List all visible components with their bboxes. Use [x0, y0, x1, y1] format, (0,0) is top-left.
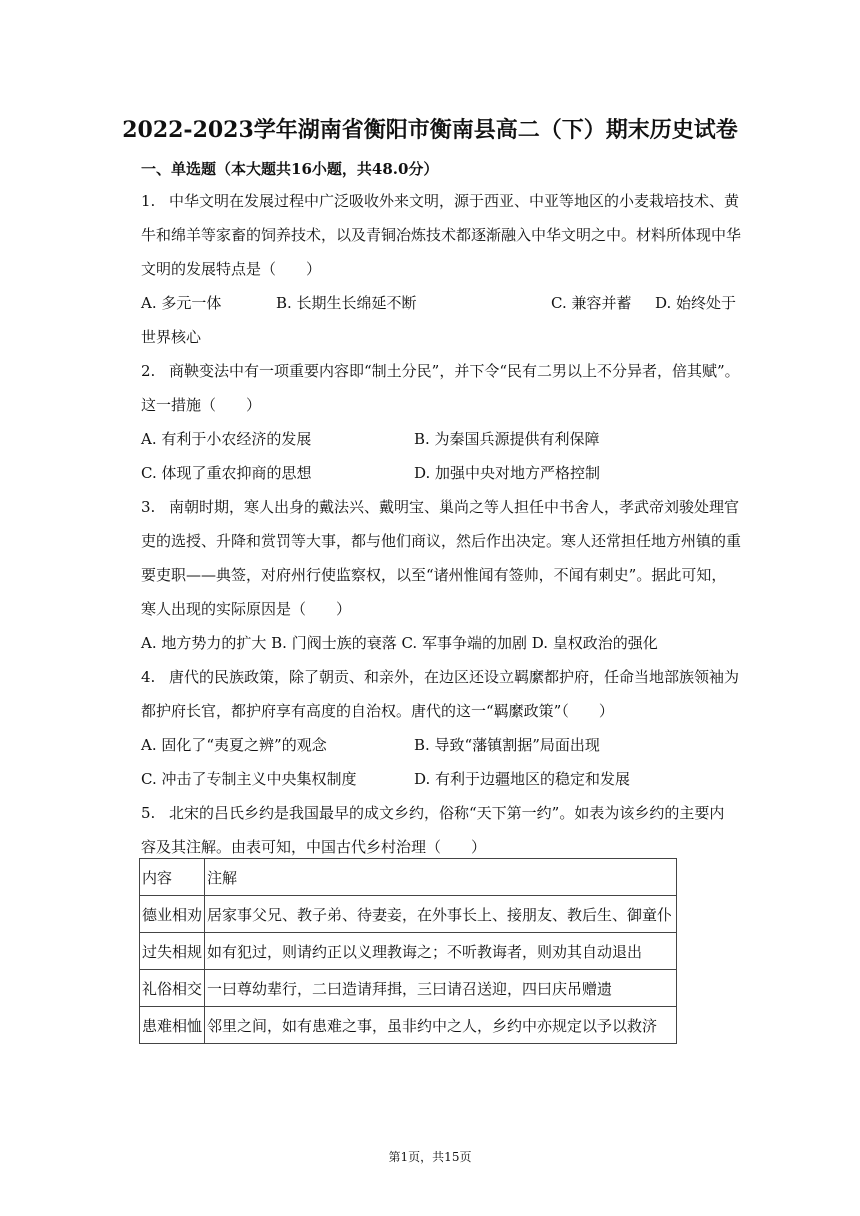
- question-4-option-c: C. 冲击了专制主义中央集权制度: [141, 770, 357, 788]
- page-footer: 第1页，共15页: [388, 1150, 472, 1164]
- rules-table: [139, 858, 677, 1044]
- table-cell: 邻里之间，如有患难之事，虽非约中之人，乡约中亦规定以予以救济: [205, 1007, 677, 1044]
- question-2-option-d: D. 加强中央对地方严格控制: [414, 464, 601, 482]
- question-1-option-d-continued: 世界核心: [141, 328, 202, 346]
- table-cell: 一曰尊幼辈行，二曰造请拜揖，三曰请召送迎，四曰庆吊赠遗: [205, 970, 677, 1007]
- question-1-line-3: 文明的发展特点是（ ）: [141, 260, 322, 278]
- table-header-row: [140, 859, 677, 896]
- question-3-number: 3.: [141, 498, 156, 516]
- table-cell: 礼俗相交: [140, 970, 205, 1007]
- question-4-option-a: A. 固化了“夷夏之辨”的观念: [141, 736, 327, 754]
- question-3-line-1: 3. 南朝时期，寒人出身的戴法兴、戴明宝、巢尚之等人担任中书舍人，孝武帝刘骏处理官: [141, 498, 740, 516]
- question-2-option-c: C. 体现了重农抑商的思想: [141, 464, 312, 482]
- table-cell: 患难相恤: [140, 1007, 205, 1044]
- question-2-line-2: 这一措施（ ）: [141, 396, 262, 414]
- question-1-line-2: 牛和绵羊等家畜的饲养技术，以及青铜冶炼技术都逐渐融入中华文明之中。材料所体现中华: [141, 226, 742, 244]
- table-cell: 过失相规: [140, 933, 205, 970]
- table-row: [140, 896, 677, 933]
- question-2-option-b: B. 为秦国兵源提供有利保障: [414, 430, 600, 448]
- question-1-option-d: D. 始终处于: [655, 294, 737, 312]
- question-4-line-1: 4. 唐代的民族政策，除了朝贡、和亲外，在边区还设立羁縻都护府，任命当地部族领袖为: [141, 668, 740, 686]
- table-cell: 如有犯过，则请约正以义理教诲之；不听教诲者，则劝其自动退出: [205, 933, 677, 970]
- table-cell: 德业相劝: [140, 896, 205, 933]
- table-row: [140, 1007, 677, 1044]
- question-2-line-1: 2. 商鞅变法中有一项重要内容即“制土分民”，并下令“民有二男以上不分异者，倍其赋”。: [141, 362, 740, 380]
- question-2-number: 2.: [141, 362, 156, 380]
- question-4-option-d: D. 有利于边疆地区的稳定和发展: [414, 770, 631, 788]
- question-5-line-2: 容及其注解。由表可知，中国古代乡村治理（ ）: [141, 838, 487, 856]
- question-1-option-b: B. 长期生长绵延不断: [276, 294, 417, 312]
- question-4-line-2: 都护府长官，都护府享有高度的自治权。唐代的这一“羁縻政策”（ ）: [141, 702, 614, 720]
- table-row: [140, 970, 677, 1007]
- table-row: [140, 933, 677, 970]
- question-5-line-1: 5. 北宋的吕氏乡约是我国最早的成文乡约，俗称“天下第一约”。如表为该乡约的主要内: [141, 804, 725, 822]
- question-5-number: 5.: [141, 804, 156, 822]
- question-3-line-3: 要吏职——典签，对府州行使监察权，以至“诸州惟闻有签帅，不闻有刺史”。据此可知，: [141, 566, 727, 584]
- table-header-cell: 注解: [205, 859, 677, 896]
- question-3-line-4: 寒人出现的实际原因是（ ）: [141, 600, 352, 618]
- table-cell: 居家事父兄、教子弟、待妻妾，在外事长上、接朋友、教后生、御童仆: [205, 896, 677, 933]
- question-1-option-c: C. 兼容并蓄: [551, 294, 632, 312]
- question-3-options: A. 地方势力的扩大 B. 门阀士族的衰落 C. 军事争端的加剧 D. 皇权政治的强化: [141, 634, 658, 652]
- question-4-number: 4.: [141, 668, 156, 686]
- section-heading: 一、单选题（本大题共16小题，共48.0分）: [141, 160, 439, 178]
- table-header-cell: 内容: [140, 859, 205, 896]
- question-3-line-2: 吏的选授、升降和赏罚等大事，都与他们商议，然后作出决定。寒人还常担任地方州镇的重: [141, 532, 742, 550]
- question-2-option-a: A. 有利于小农经济的发展: [141, 430, 312, 448]
- question-1-line-1: 1. 中华文明在发展过程中广泛吸收外来文明，源于西亚、中亚等地区的小麦栽培技术、黄: [141, 192, 740, 210]
- question-1-number: 1.: [141, 192, 156, 210]
- page-title: 2022-2023学年湖南省衡阳市衡南县高二（下）期末历史试卷: [122, 117, 738, 143]
- question-4-option-b: B. 导致“藩镇割据”局面出现: [414, 736, 600, 754]
- question-1-option-a: A. 多元一体: [141, 294, 222, 312]
